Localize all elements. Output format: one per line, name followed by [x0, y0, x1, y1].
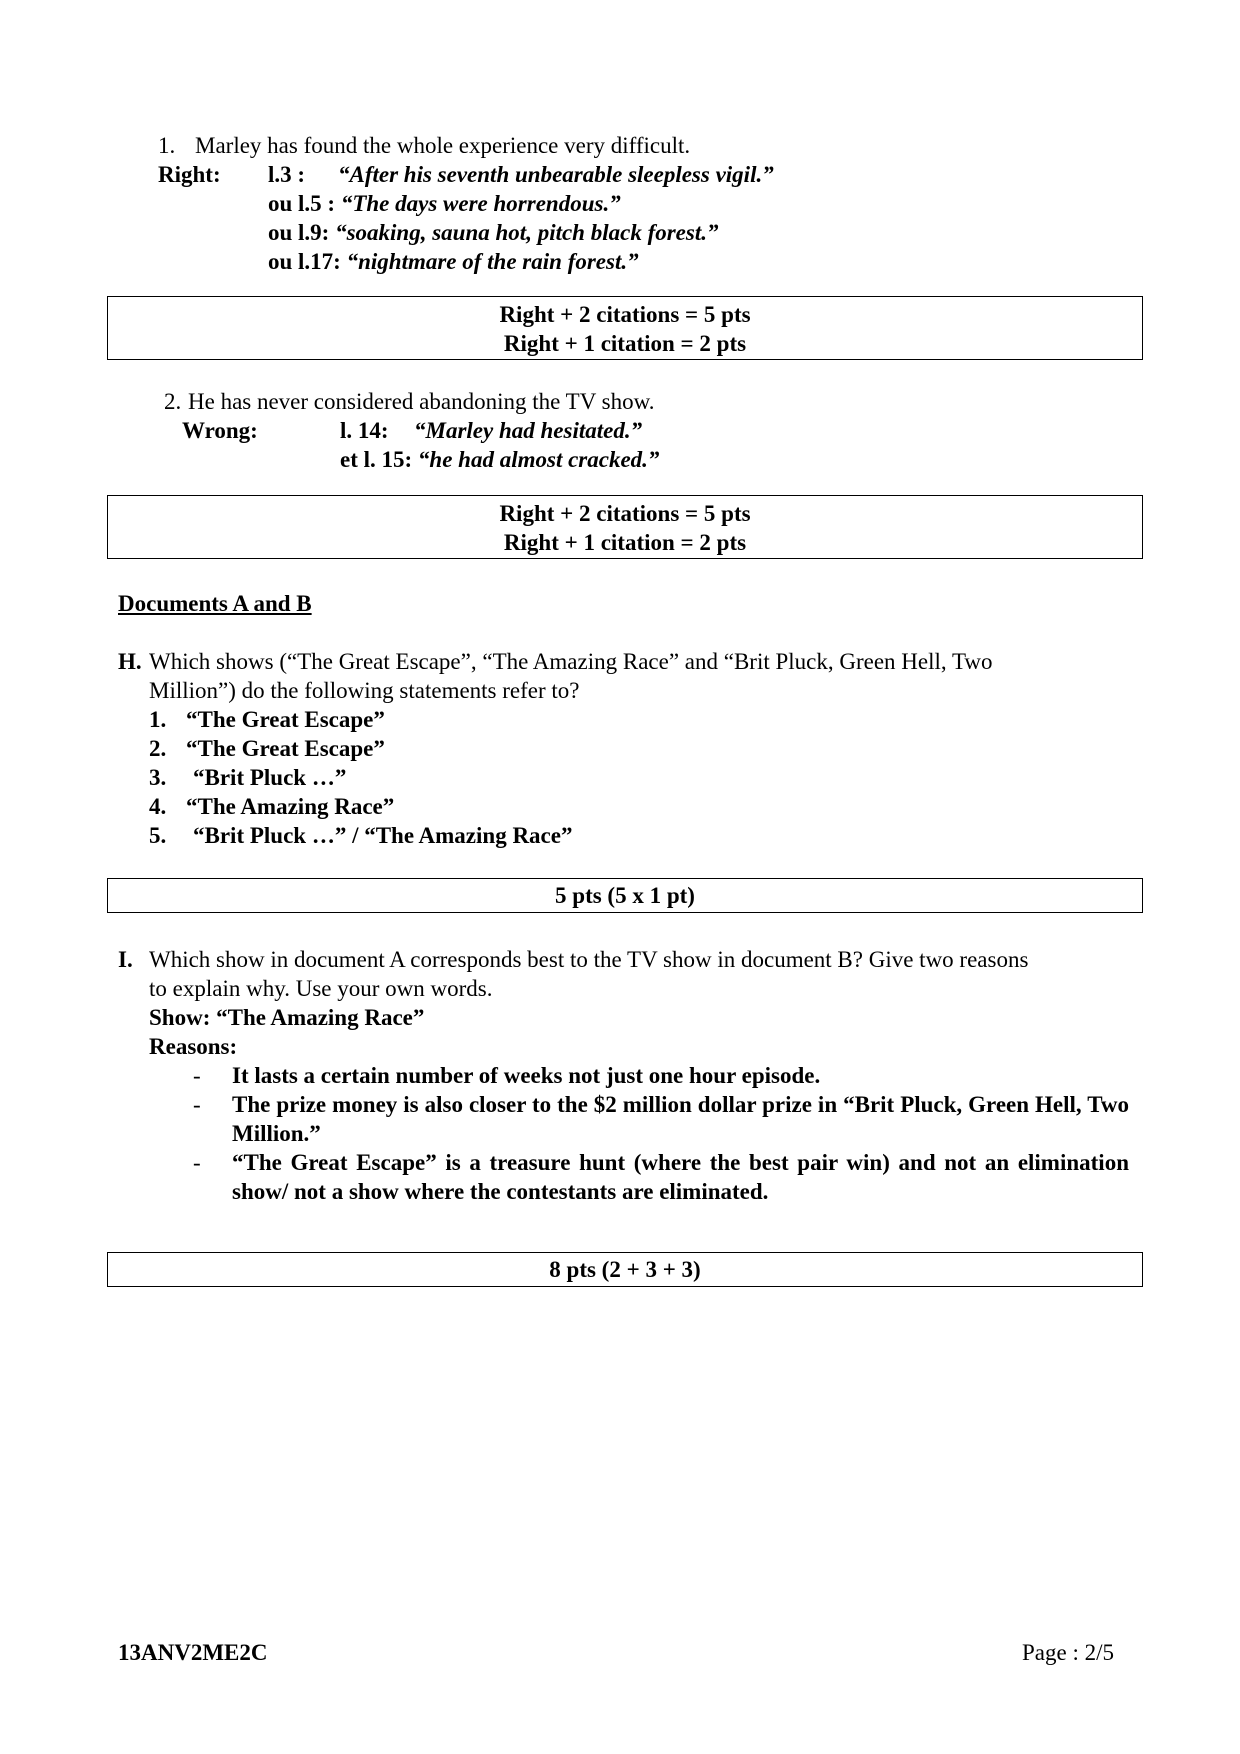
qI-question-line1: Which show in document A corresponds best to the TV show in document B? Give two reasons [149, 947, 1029, 972]
scoring-line: 5 pts (5 x 1 pt) [555, 883, 695, 908]
section-heading: Documents A and B [118, 591, 312, 616]
qH-question-line1: Which shows (“The Great Escape”, “The Amazing Race” and “Brit Pluck, Green Hell, Two [149, 649, 993, 674]
q1-verdict: Right: [158, 162, 221, 187]
bullet-dash: - [193, 1063, 201, 1088]
q2-citation-ref: l. 14: [340, 418, 389, 443]
q1-scoring-box [107, 296, 1143, 360]
q1-number: 1. [158, 133, 176, 158]
qH-answer-text: “Brit Pluck …” [193, 765, 347, 790]
scoring-line: Right + 2 citations = 5 pts [499, 501, 751, 526]
q1-citation-quote: “soaking, sauna hot, pitch black forest.” [335, 220, 719, 245]
scoring-line: Right + 1 citation = 2 pts [503, 331, 747, 356]
q2-citation-quote: “Marley had hesitated.” [414, 418, 643, 443]
bullet-dash: - [193, 1092, 201, 1117]
q1-citation [268, 218, 718, 247]
footer-code: 13ANV2ME2C [118, 1640, 268, 1665]
qI-reason: “The Great Escape” is a treasure hunt (where the best pair win) and not an elimination show/ not a show where the contestants are eliminated. [232, 1150, 1129, 1204]
qH-letter: H. [118, 649, 142, 674]
q1-citation-ref: ou l.9: [268, 220, 330, 245]
qI-reason: It lasts a certain number of weeks not just one hour episode. [232, 1063, 821, 1088]
qH-question-line2: Million”) do the following statements refer to? [149, 678, 580, 703]
qI-show: Show: “The Amazing Race” [149, 1005, 425, 1030]
qH-answer-number: 2. [149, 736, 167, 761]
q2-citation [340, 445, 659, 474]
q2-scoring-box [107, 495, 1143, 559]
q2-verdict: Wrong: [182, 418, 258, 443]
qI-reason: The prize money is also closer to the $2 million dollar prize in “Brit Pluck, Green Hell, Two Million.” [232, 1092, 1129, 1146]
q1-citation [268, 189, 621, 218]
qH-answer-number: 4. [149, 794, 167, 819]
qI-letter: I. [118, 947, 133, 972]
scoring-line: Right + 2 citations = 5 pts [499, 302, 751, 327]
q1-statement: Marley has found the whole experience very difficult. [195, 133, 691, 158]
qI-reasons-label: Reasons: [149, 1034, 238, 1059]
qH-answer-number: 3. [149, 765, 167, 790]
qH-answer-text: “The Great Escape” [186, 736, 385, 761]
qH-answer-text: “The Amazing Race” [186, 794, 395, 819]
q1-citation-ref: ou l.17: [268, 249, 341, 274]
q2-citation-ref: et l. 15: [340, 447, 413, 472]
qH-scoring-box [107, 878, 1143, 913]
qH-answer-number: 5. [149, 823, 167, 848]
qH-answer-text: “The Great Escape” [186, 707, 385, 732]
q1-citation-quote: “After his seventh unbearable sleepless vigil.” [338, 162, 774, 187]
qH-answer-text: “Brit Pluck …” / “The Amazing Race” [193, 823, 573, 848]
q1-citation-quote: “nightmare of the rain forest.” [346, 249, 639, 274]
footer-page-number: Page : 2/5 [1022, 1640, 1114, 1665]
scoring-line: 8 pts (2 + 3 + 3) [549, 1257, 701, 1282]
q2-statement: He has never considered abandoning the TV show. [188, 389, 655, 414]
q2-number: 2. [164, 389, 182, 414]
q1-citation-quote: “The days were horrendous.” [340, 191, 621, 216]
qI-scoring-box [107, 1252, 1143, 1287]
qH-answer-number: 1. [149, 707, 167, 732]
q1-citation [268, 247, 639, 276]
q1-citation-ref: ou l.5 : [268, 191, 336, 216]
qI-question-line2: to explain why. Use your own words. [149, 976, 493, 1001]
q1-citation-ref: l.3 : [268, 162, 306, 187]
scoring-line: Right + 1 citation = 2 pts [503, 530, 747, 555]
bullet-dash: - [193, 1150, 201, 1175]
q2-citation-quote: “he had almost cracked.” [417, 447, 660, 472]
